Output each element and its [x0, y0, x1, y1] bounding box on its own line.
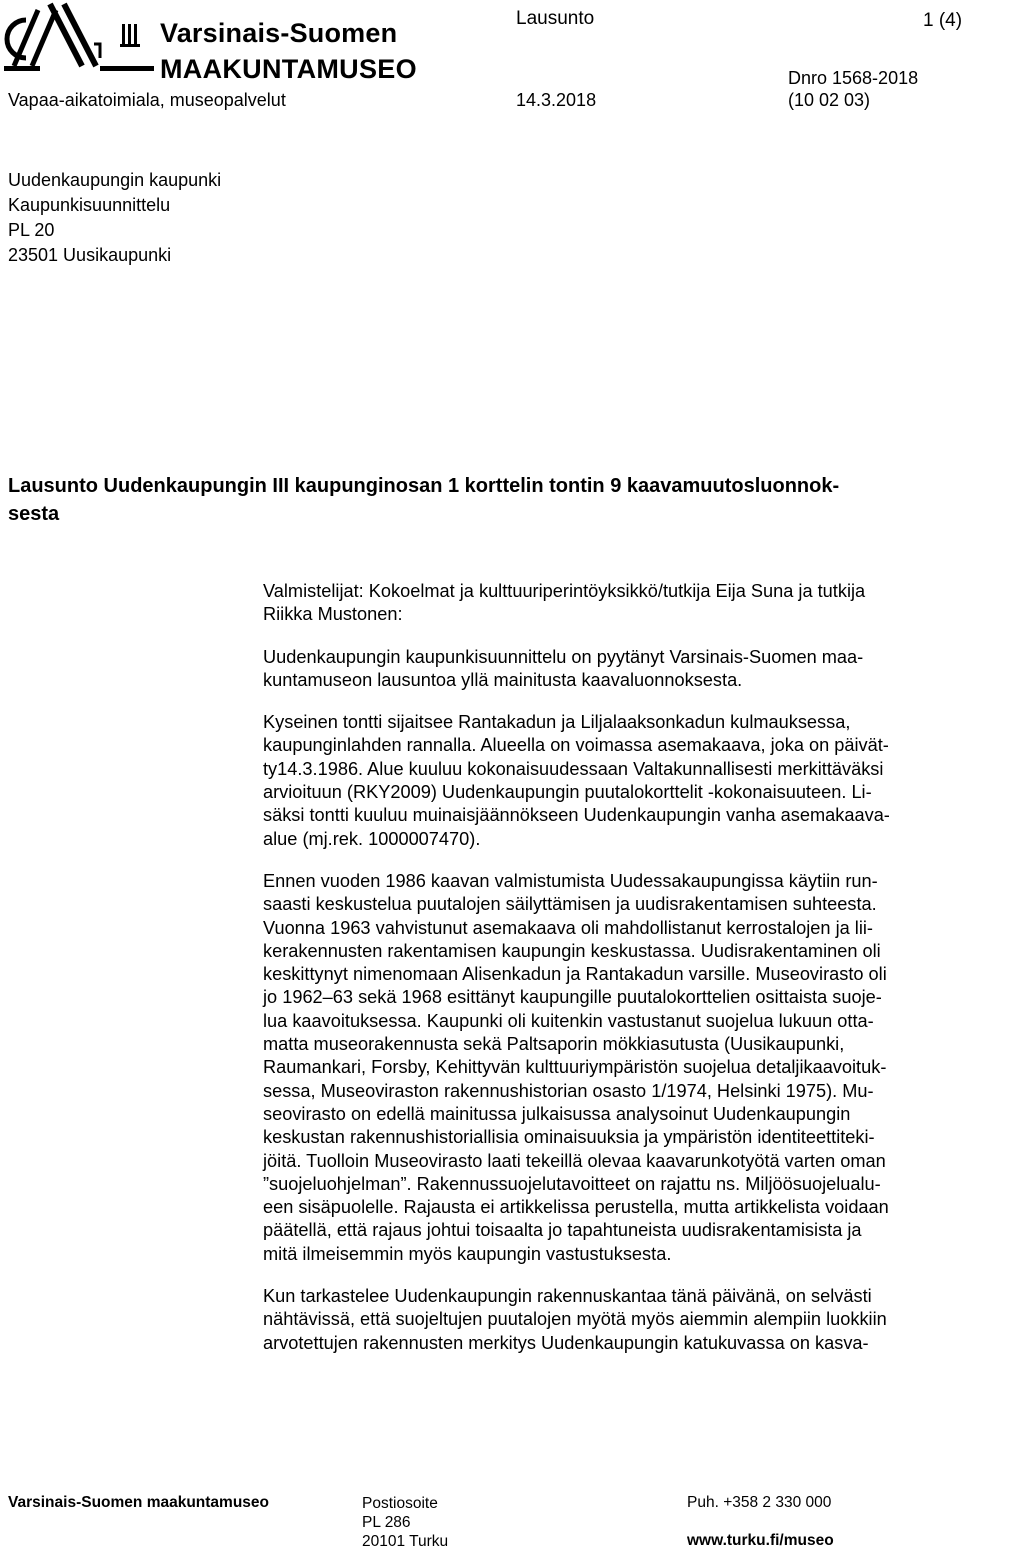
body-line: keskustan rakennushistoriallisia ominaisuuksia ja ympäristön identiteettiteki-: [263, 1127, 875, 1148]
body-line: nähtävissä, että suojeltujen puutalojen myötä myös aiemmin alempiin luokkiin: [263, 1309, 887, 1330]
body-line: Riikka Mustonen:: [263, 604, 403, 625]
recipient-address: [8, 168, 221, 268]
document-date: 14.3.2018: [516, 90, 597, 110]
recipient-line: PL 20: [8, 220, 55, 240]
body-line: een sisäpuolelle. Rajausta ei artikkelissa perustella, mutta artikkelista voidaan: [263, 1197, 889, 1218]
body-line: kerakennusten rakentamisen kaupungin keskustassa. Uudisrakentaminen oli: [263, 940, 881, 961]
body-line: matta museorakennusta sekä Paltsaporin mökkiasutusta (Uusikaupunki,: [263, 1034, 845, 1055]
museum-logo-icon: [4, 0, 154, 80]
body-line: Vuonna 1963 vahvistunut asemakaava oli mahdollistanut kerrostalojen ja lii-: [263, 917, 873, 938]
body-line: Valmistelijat: Kokoelmat ja kulttuuriperintöyksikkö/tutkija Eija Suna ja tutkija: [263, 581, 866, 601]
org-name-line1: Varsinais-Suomen: [160, 18, 398, 48]
body-line: arvioituun (RKY2009) Uudenkaupungin puutalokorttelit -kokonaisuuteen. Li-: [263, 782, 872, 803]
classification-code: (10 02 03): [788, 90, 871, 110]
footer-address-line: 20101 Turku: [362, 1533, 449, 1550]
paragraph: [263, 711, 1023, 851]
paragraph: [263, 646, 1023, 693]
subject-heading: [8, 472, 1012, 528]
document-type: Lausunto: [516, 8, 595, 29]
subject-line: Lausunto Uudenkaupungin III kaupunginosan 1 korttelin tontin 9 kaavamuutosluonnok-: [8, 475, 840, 497]
recipient-line: Kaupunkisuunnittelu: [8, 195, 171, 215]
org-name-line2: MAAKUNTAMUSEO: [160, 54, 417, 84]
page-number: 1 (4): [923, 10, 963, 31]
paragraph: [263, 580, 1023, 627]
body-line: arvotettujen rakennusten merkitys Uudenkaupungin katukuvassa on kasva-: [263, 1332, 869, 1353]
body-line: jo 1962–63 sekä 1968 esittänyt kaupungille puutalokorttelien osittaista suoje-: [263, 987, 882, 1008]
footer-address: [362, 1494, 448, 1551]
body-line: säksi tontti kuuluu muinaisjäännökseen Uudenkaupungin vanha asemakaava-: [263, 805, 890, 826]
footer-address-line: Postiosoite: [362, 1495, 438, 1512]
body-line: ”suojeluohjelman”. Rakennussuojelutavoitteet on rajattu ns. Miljöösuojelualu-: [263, 1173, 881, 1194]
body-line: jöitä. Tuolloin Museovirasto laati tekeillä olevaa kaavarunkotyötä varten oman: [263, 1150, 886, 1171]
body-line: seovirasto on edellä mainitussa julkaisussa analysoinut Uudenkaupungin: [263, 1103, 851, 1124]
recipient-line: 23501 Uusikaupunki: [8, 245, 172, 265]
body-line: lua kaavoituksessa. Kaupunki oli kuitenkin vastustanut suojelua lukuun otta-: [263, 1010, 874, 1031]
body-line: alue (mj.rek. 1000007470).: [263, 828, 481, 849]
record-number: Dnro 1568-2018: [788, 68, 919, 88]
body-line: Raumankari, Forsby, Kehittyvän kulttuuriympäristön suojelua detaljikaavoituk-: [263, 1057, 887, 1078]
department: Vapaa-aikatoimiala, museopalvelut: [8, 90, 286, 110]
footer-website-link[interactable]: www.turku.fi/museo: [687, 1532, 834, 1549]
recipient-line: Uudenkaupungin kaupunki: [8, 170, 222, 190]
body-line: kaupunginlahden rannalla. Alueella on voimassa asemakaava, joka on päivät-: [263, 735, 889, 756]
subject-line: sesta: [8, 503, 60, 525]
body-line: ty14.3.1986. Alue kuuluu kokonaisuudessaan Valtakunnallisesti merkittäväksi: [263, 758, 884, 779]
body-line: Kun tarkastelee Uudenkaupungin rakennuskantaa tänä päivänä, on selvästi: [263, 1286, 872, 1307]
paragraph: [263, 870, 1023, 1266]
letter-body: [263, 580, 1023, 1374]
body-line: Kyseinen tontti sijaitsee Rantakadun ja Liljalaaksonkadun kulmauksessa,: [263, 712, 851, 733]
body-line: sessa, Museoviraston rakennushistorian osasto 1/1974, Helsinki 1975). Mu-: [263, 1080, 874, 1101]
paragraph: [263, 1285, 1023, 1355]
footer-org-name: Varsinais-Suomen maakuntamuseo: [8, 1494, 270, 1511]
footer-phone: Puh. +358 2 330 000: [687, 1494, 832, 1511]
body-line: saasti keskustelua puutalojen säilyttämisen ja uudisrakentamisen suhteesta.: [263, 894, 877, 915]
body-line: päätellä, että rajaus johtui toisaalta jo tapahtuneista uudisrakentamisista ja: [263, 1220, 862, 1241]
body-line: keskittynyt nimenomaan Alisenkadun ja Rantakadun varsille. Museovirasto oli: [263, 964, 887, 985]
footer-address-line: PL 286: [362, 1514, 411, 1531]
body-line: kuntamuseon lausuntoa yllä mainitusta kaavaluonnoksesta.: [263, 669, 743, 690]
body-line: Uudenkaupungin kaupunkisuunnittelu on pyytänyt Varsinais-Suomen maa-: [263, 646, 864, 667]
body-line: mitä ilmeisemmin myös kaupungin vastustuksesta.: [263, 1243, 672, 1264]
body-line: Ennen vuoden 1986 kaavan valmistumista Uudessakaupungissa käytiin run-: [263, 870, 878, 891]
